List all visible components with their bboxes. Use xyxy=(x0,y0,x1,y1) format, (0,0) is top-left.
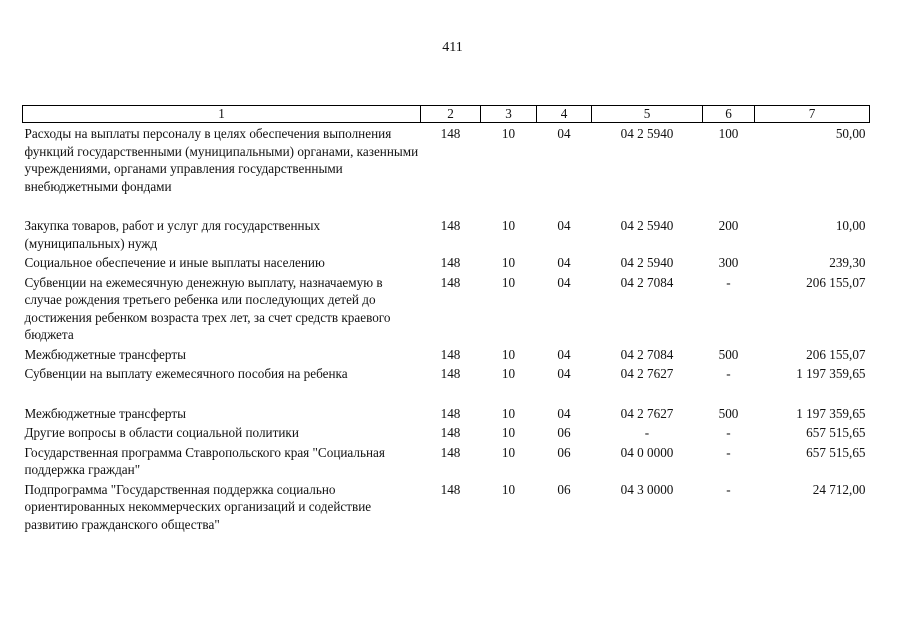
row-amount: 1 197 359,65 xyxy=(796,366,866,381)
row-col-2: 148 xyxy=(440,346,461,362)
row-col-6: 500 xyxy=(718,346,739,362)
header-col-6: 6 xyxy=(703,106,755,123)
table-row xyxy=(23,344,870,364)
row-description: Государственная программа Ставропольского края "Социальная поддержка граждан" xyxy=(24,444,385,477)
row-col-2: 148 xyxy=(440,126,461,141)
row-col-2: 148 xyxy=(440,425,461,440)
row-amount: 1 197 359,65 xyxy=(796,405,866,421)
row-col-5: 04 2 7627 xyxy=(620,405,674,421)
row-col-3: 10 xyxy=(501,218,516,233)
row-description: Субвенции на выплату ежемесячного пособия на ребенка xyxy=(24,366,348,381)
row-col-4: 04 xyxy=(557,126,571,141)
row-col-4: 04 xyxy=(557,274,571,290)
row-amount: 657 515,65 xyxy=(806,444,866,460)
row-amount: 239,30 xyxy=(829,255,866,270)
row-description: Субвенции на ежемесячную денежную выплату, назначаемую в случае рождения третьего ребенка или последующих детей до достижения ребенком возраста трех лет, за счет средств краевого бюджета xyxy=(24,274,391,342)
row-col-3: 10 xyxy=(501,255,516,270)
row-col-4: 04 xyxy=(557,366,571,381)
table-body xyxy=(23,123,870,534)
row-col-3: 10 xyxy=(501,366,516,381)
row-col-4: 06 xyxy=(557,425,571,440)
table-row xyxy=(23,272,870,344)
row-col-3: 10 xyxy=(501,126,516,141)
row-col-3: 10 xyxy=(501,425,516,440)
row-col-3: 10 xyxy=(501,444,516,460)
row-col-6: - xyxy=(726,366,731,381)
row-amount: 206 155,07 xyxy=(806,346,866,362)
header-col-5: 5 xyxy=(592,106,703,123)
row-col-4: 04 xyxy=(557,218,571,233)
header-col-4: 4 xyxy=(537,106,592,123)
table-row xyxy=(23,442,870,479)
row-amount: 50,00 xyxy=(835,126,866,141)
row-col-2: 148 xyxy=(440,481,461,497)
row-col-6: - xyxy=(726,274,731,290)
row-col-6: - xyxy=(726,425,731,440)
row-col-4: 04 xyxy=(557,346,571,362)
row-amount: 206 155,07 xyxy=(806,274,866,290)
row-description: Социальное обеспечение и иные выплаты населению xyxy=(24,255,325,270)
table-row xyxy=(23,403,870,423)
row-description: Подпрограмма "Государственная поддержка социально ориентированных некоммерческих организаций и содействие развитию гражданского общества" xyxy=(24,481,372,532)
row-col-3: 10 xyxy=(501,274,516,290)
row-col-6: 500 xyxy=(718,405,739,421)
row-col-5: 04 2 5940 xyxy=(620,126,674,141)
budget-table xyxy=(22,105,870,533)
row-col-2: 148 xyxy=(440,255,461,270)
row-col-6: 300 xyxy=(718,255,739,270)
header-col-7: 7 xyxy=(755,106,870,123)
row-col-3: 10 xyxy=(501,346,516,362)
row-col-4: 04 xyxy=(557,405,571,421)
row-col-3: 10 xyxy=(501,481,516,497)
row-col-5: 04 2 5940 xyxy=(620,218,674,233)
row-col-6: 200 xyxy=(718,218,739,233)
table-row xyxy=(23,422,870,442)
row-description: Межбюджетные трансферты xyxy=(24,346,186,362)
row-col-5: 04 2 5940 xyxy=(620,255,674,270)
row-description: Закупка товаров, работ и услуг для государственных (муниципальных) нужд xyxy=(24,218,321,251)
table-row xyxy=(23,479,870,534)
row-col-5: 04 2 7084 xyxy=(620,346,674,362)
row-amount: 10,00 xyxy=(835,218,866,233)
row-col-2: 148 xyxy=(440,366,461,381)
table-row xyxy=(23,123,870,216)
row-col-4: 04 xyxy=(557,255,571,270)
row-description: Другие вопросы в области социальной политики xyxy=(24,425,299,440)
row-col-4: 06 xyxy=(557,444,571,460)
table-row xyxy=(23,252,870,272)
row-description: Межбюджетные трансферты xyxy=(24,405,186,421)
table-header xyxy=(23,106,870,123)
row-description: Расходы на выплаты персоналу в целях обеспечения выполнения функций государственными (муниципальными) органами, казенными учреждениями, органами управления государственными внебюджетными фондами xyxy=(24,126,419,194)
header-col-3: 3 xyxy=(481,106,537,123)
row-col-2: 148 xyxy=(440,218,461,233)
row-col-5: - xyxy=(644,425,650,440)
row-col-3: 10 xyxy=(501,405,516,421)
row-amount: 657 515,65 xyxy=(806,425,866,440)
row-col-6: 100 xyxy=(718,126,739,141)
table-row xyxy=(23,215,870,252)
table-row xyxy=(23,363,870,403)
row-col-2: 148 xyxy=(440,274,461,290)
row-col-6: - xyxy=(726,444,731,460)
header-row xyxy=(23,106,870,123)
row-col-5: 04 3 0000 xyxy=(620,481,674,497)
row-col-5: 04 2 7627 xyxy=(620,366,674,381)
row-col-2: 148 xyxy=(440,444,461,460)
row-col-4: 06 xyxy=(557,481,571,497)
row-col-2: 148 xyxy=(440,405,461,421)
page-number: 411 xyxy=(442,40,463,55)
row-amount: 24 712,00 xyxy=(812,481,866,497)
header-col-1: 1 xyxy=(23,106,421,123)
header-col-2: 2 xyxy=(421,106,481,123)
row-col-5: 04 2 7084 xyxy=(620,274,674,290)
row-col-5: 04 0 0000 xyxy=(620,444,674,460)
row-col-6: - xyxy=(726,481,731,497)
